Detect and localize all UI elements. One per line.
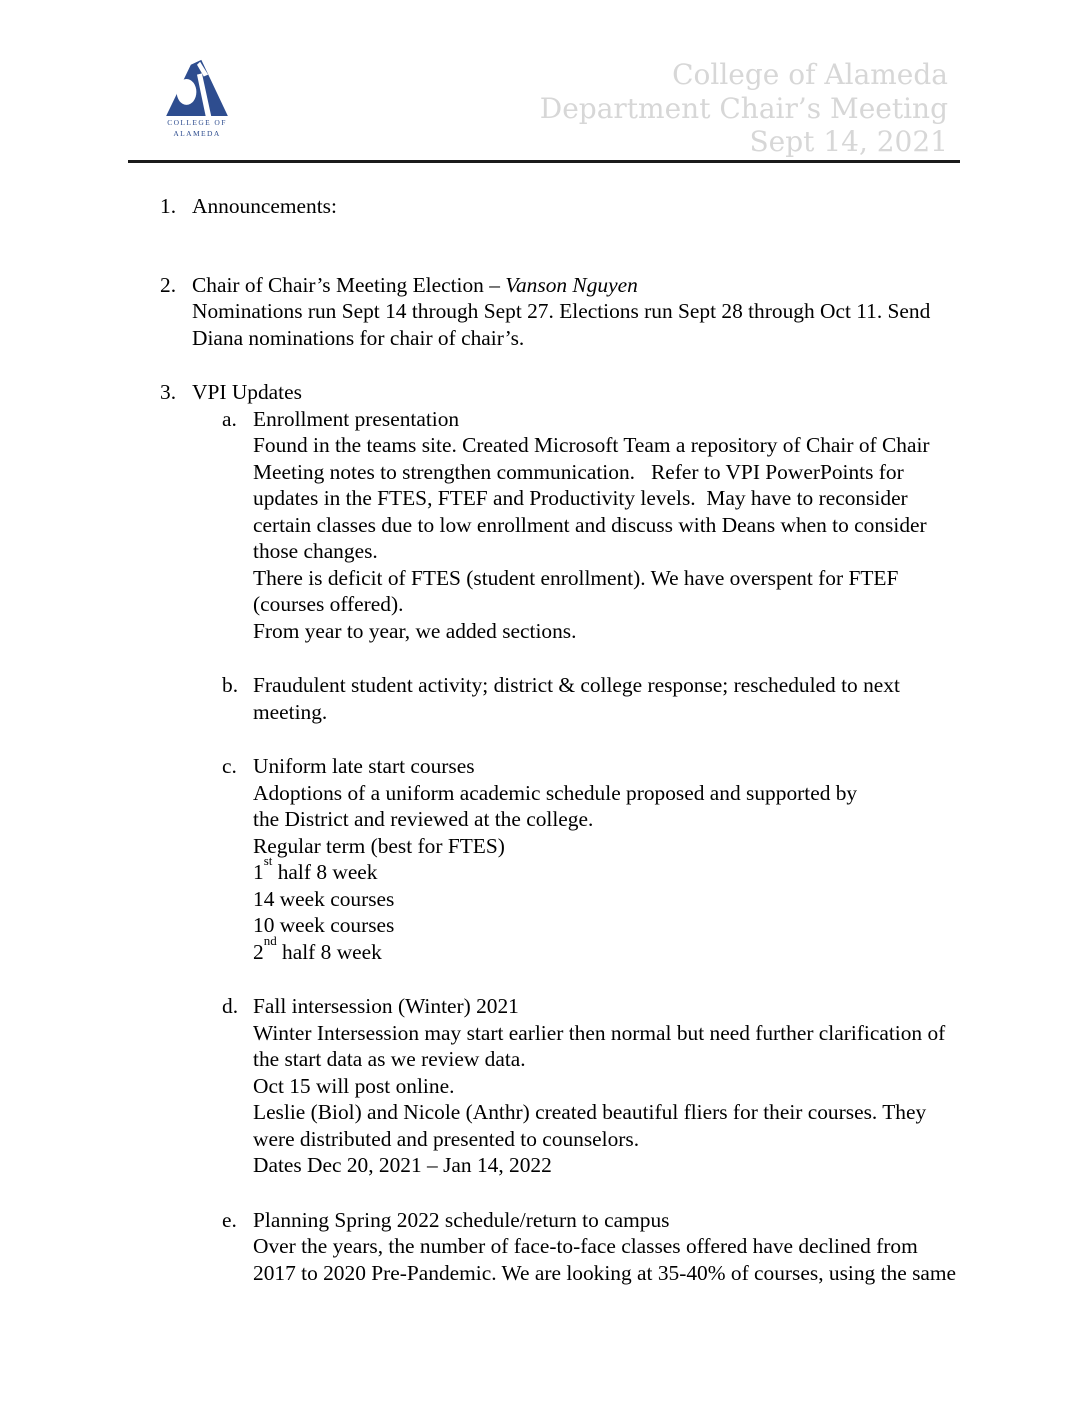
college-a-icon	[166, 58, 228, 116]
subitem-title: Fraudulent student activity; district & college response; rescheduled to next	[253, 673, 900, 697]
title-date: Sept 14, 2021	[749, 125, 948, 158]
subitem-title: Enrollment presentation	[253, 406, 460, 431]
subitem-text-line: Meeting notes to strengthen communication. Refer to VPI PowerPoints for	[253, 459, 904, 484]
subitem-text-line: Oct 15 will post online.	[253, 1073, 455, 1098]
ordinal-rest: half 8 week	[272, 860, 378, 884]
subitem-title: Uniform late start courses	[253, 754, 475, 778]
subitem-text-line: 14 week courses	[253, 886, 395, 911]
subitem-text-line: meeting.	[253, 699, 328, 724]
subitem-letter: a.	[222, 406, 237, 431]
subitem-text-line: Leslie (Biol) and Nicole (Anthr) created beautiful fliers for their courses. They	[253, 1100, 927, 1124]
subitem-text-line: the start data as we review data.	[253, 1047, 526, 1071]
item-text-line: Nominations run Sept 14 through Sept 27. Elections run Sept 28 through Oct 11. Send	[192, 299, 931, 323]
header-divider	[128, 160, 960, 163]
title-college: College of Alameda	[672, 58, 948, 91]
subitem-text-line-ordinal	[253, 853, 1088, 886]
item-title: VPI Updates	[192, 380, 302, 404]
logo-caption-line2: ALAMEDA	[173, 129, 221, 138]
subitem-text-line: From year to year, we added sections.	[253, 618, 577, 643]
item-title: Announcements:	[192, 194, 337, 218]
subitem-letter: c.	[222, 754, 237, 778]
subitem-letter: b.	[222, 673, 239, 697]
subitem-late-start-courses	[128, 753, 1088, 965]
page-header	[0, 0, 1088, 163]
ordinal-base: 2	[253, 939, 264, 964]
ordinal-rest: half 8 week	[276, 939, 382, 964]
title-meeting: Department Chair’s Meeting	[539, 91, 948, 125]
item-title-name: Vanson Nguyen	[505, 272, 638, 297]
subitem-fraudulent-activity	[128, 672, 1088, 725]
subitem-text-line: certain classes due to low enrollment and discuss with Deans when to consider	[253, 512, 927, 537]
subitem-text-line-ordinal	[253, 932, 1088, 966]
subitem-text-line: (courses offered).	[253, 592, 404, 616]
document-body	[0, 163, 1088, 1286]
subitem-text-line: Regular term (best for FTES)	[253, 833, 505, 858]
subitem-text-line: updates in the FTES, FTEF and Productivity levels. May have to reconsider	[253, 486, 908, 510]
subitem-text-line: Dates Dec 20, 2021 – Jan 14, 2022	[253, 1153, 552, 1177]
subitem-text-line: those changes.	[253, 539, 378, 563]
item-number: 2.	[160, 272, 177, 297]
subitem-title: Fall intersession (Winter) 2021	[253, 994, 519, 1018]
subitem-letter: d.	[222, 994, 239, 1018]
subitem-text-line: 10 week courses	[253, 913, 395, 937]
subitem-fall-intersession	[128, 993, 1088, 1179]
item-title	[192, 272, 638, 299]
subitem-text-line: Adoptions of a uniform academic schedule proposed and supported by	[253, 780, 858, 805]
item-title-plain: Chair of Chair’s Meeting Election –	[192, 272, 506, 297]
ordinal-suffix: nd	[263, 932, 277, 948]
subitem-text-line: 2017 to 2020 Pre-Pandemic. We are looking at 35-40% of courses, using the same	[253, 1260, 957, 1285]
list-item-announcements	[128, 193, 1088, 220]
subitem-text-line: Winter Intersession may start earlier then normal but need further clarification of	[253, 1020, 946, 1045]
list-item-vpi-updates	[128, 379, 1088, 1286]
subitem-text-line: Over the years, the number of face-to-face classes offered have declined from	[253, 1234, 918, 1258]
subitem-enrollment	[128, 406, 1088, 645]
item-number: 3.	[160, 380, 177, 404]
college-logo	[162, 58, 232, 138]
item-number: 1.	[160, 194, 177, 218]
ordinal-base: 1	[253, 860, 264, 884]
list-item-election	[128, 272, 1088, 352]
logo-caption-line1: COLLEGE OF	[167, 118, 227, 127]
item-text-line: Diana nominations for chair of chair’s.	[192, 325, 525, 350]
subitem-spring-planning	[128, 1207, 1088, 1287]
subitem-text-line: Found in the teams site. Created Microsoft Team a repository of Chair of Chair	[253, 433, 930, 457]
subitem-letter: e.	[222, 1207, 237, 1232]
subitem-text-line: were distributed and presented to counselors.	[253, 1126, 640, 1151]
ordinal-suffix: st	[263, 853, 273, 869]
document-title	[540, 58, 948, 159]
subitem-title: Planning Spring 2022 schedule/return to campus	[253, 1207, 670, 1232]
subitem-text-line: the District and reviewed at the college.	[253, 807, 594, 831]
subitem-text-line: There is deficit of FTES (student enrollment). We have overspent for FTEF	[253, 565, 899, 590]
